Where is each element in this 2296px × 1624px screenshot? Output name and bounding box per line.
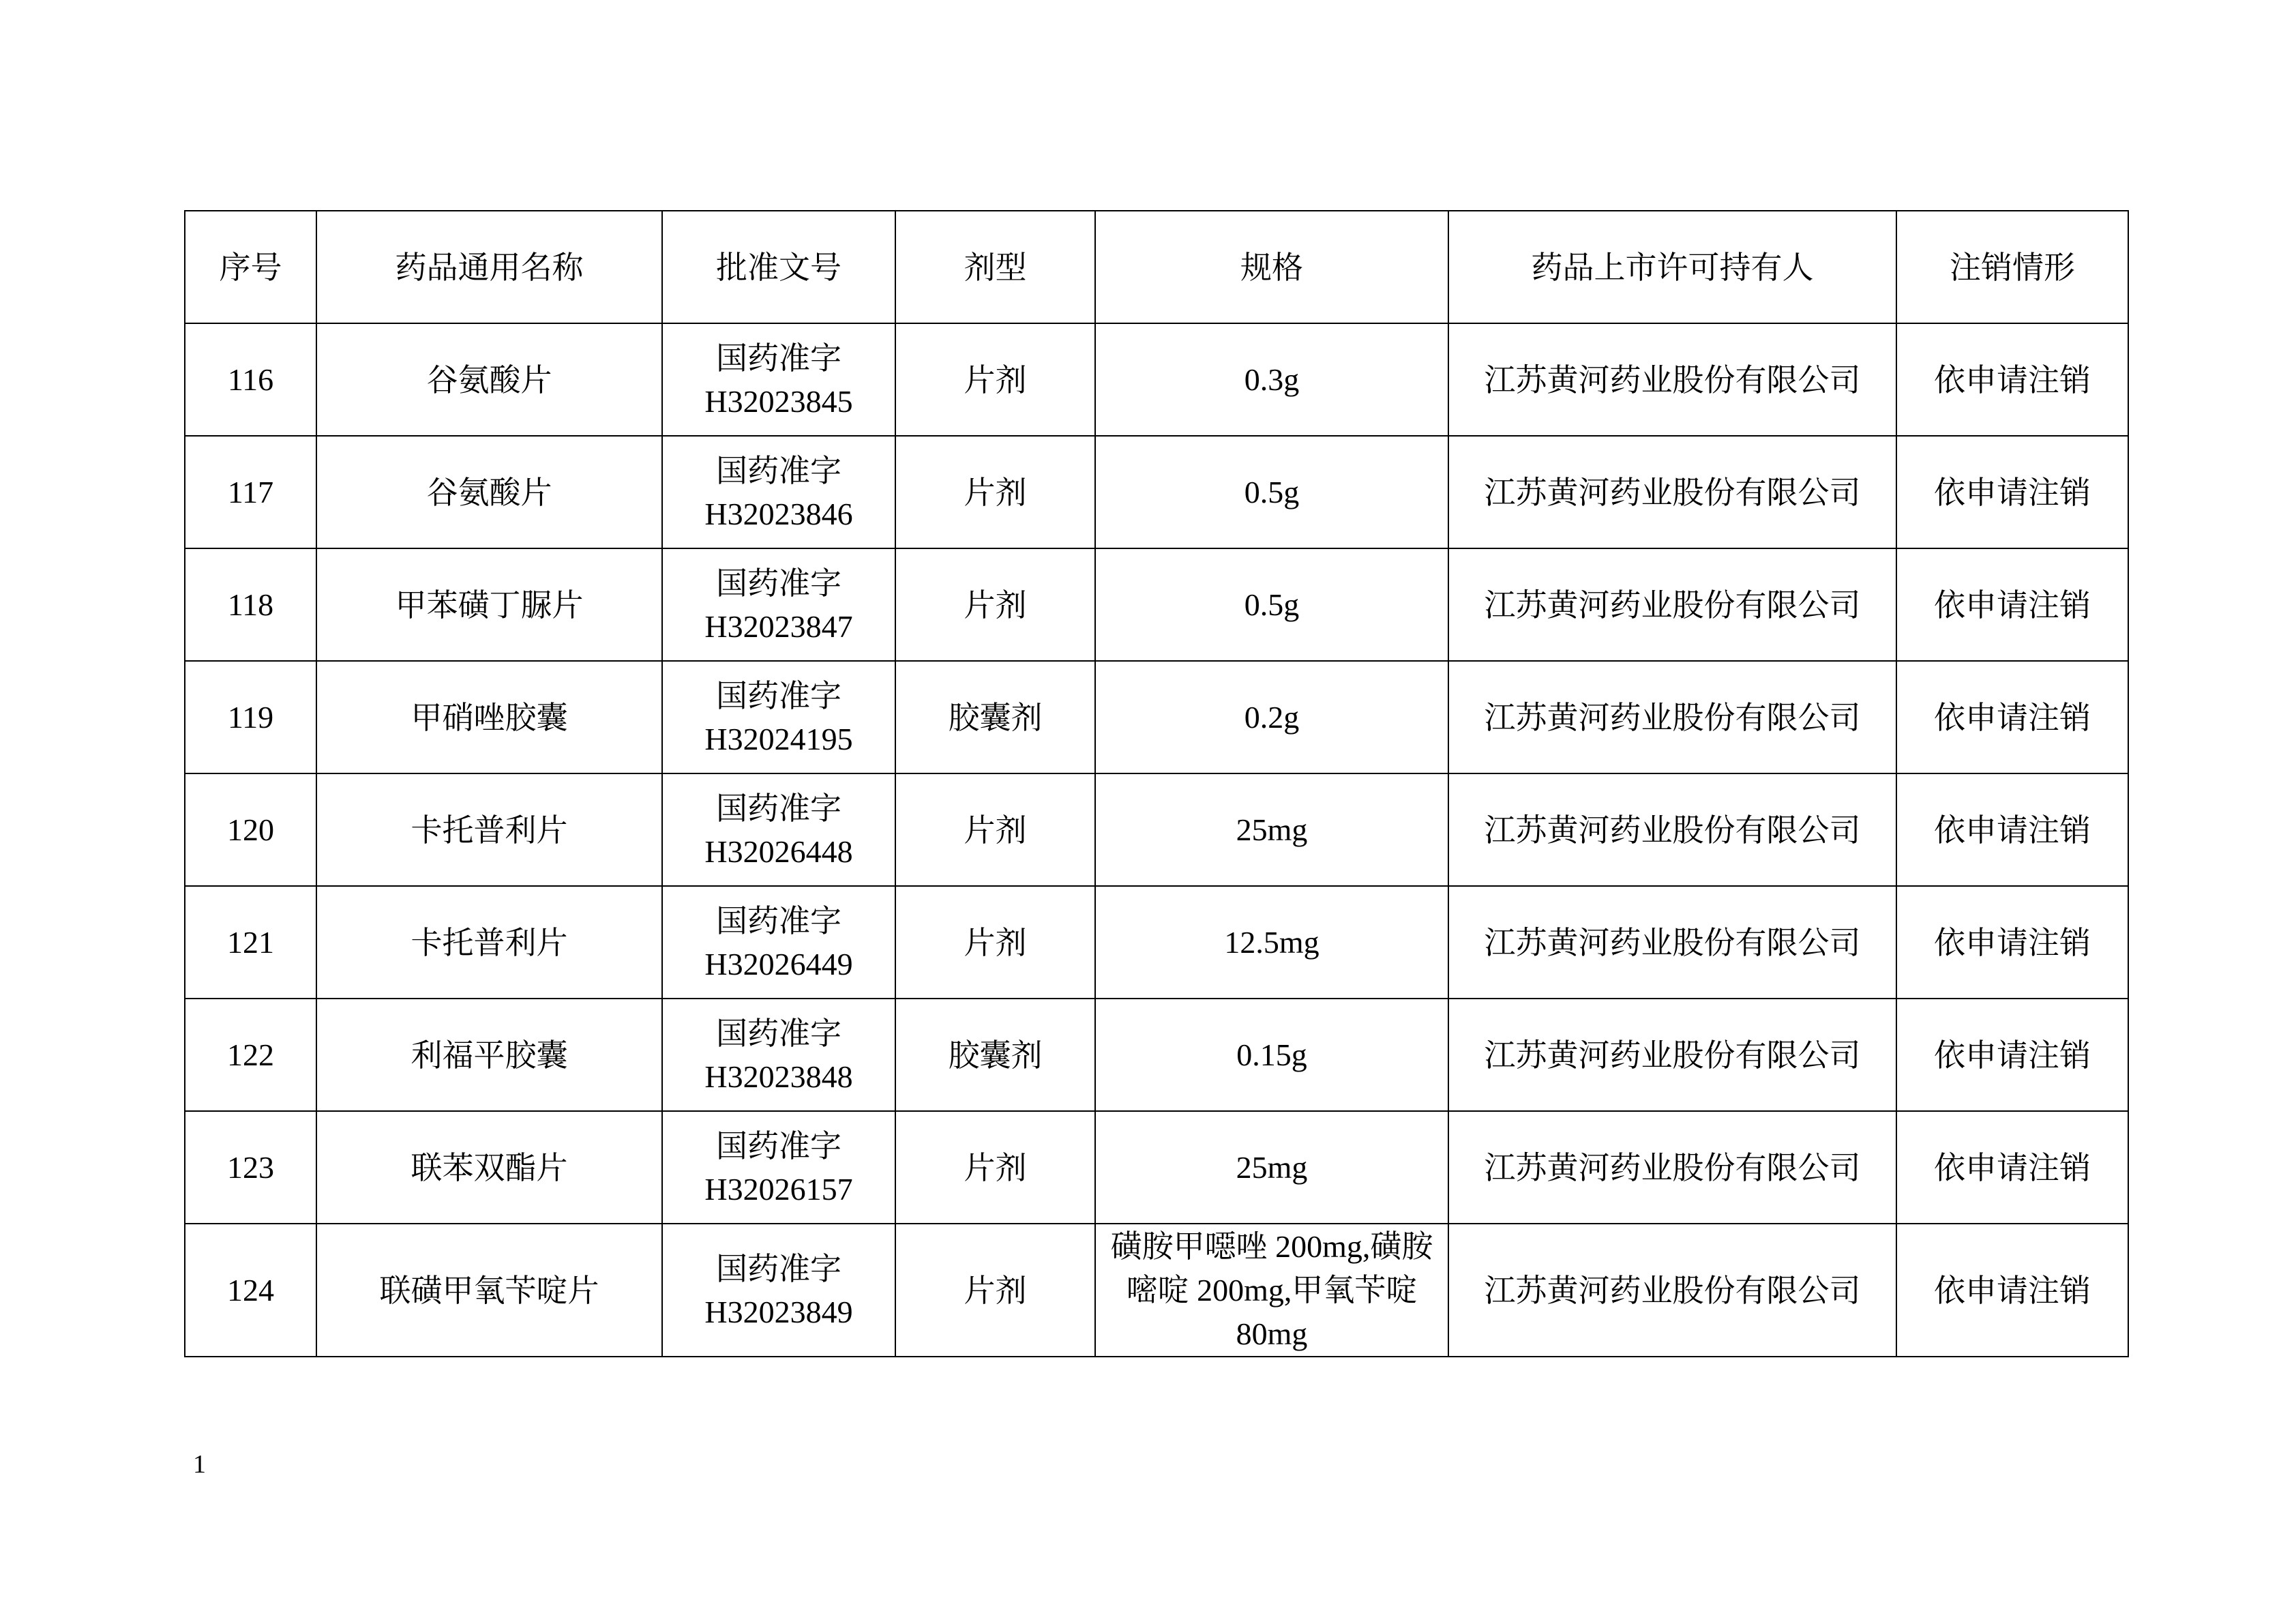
cell-serial-number: 120 [185,773,316,886]
specification-line: 0.3g [1244,361,1300,397]
cell-license-holder: 江苏黄河药业股份有限公司 [1448,1224,1896,1357]
cell-license-holder: 江苏黄河药业股份有限公司 [1448,1111,1896,1224]
specification-line: 12.5mg [1224,924,1320,960]
specification-line: 0.5g [1244,587,1300,622]
cell-cancellation-reason: 依申请注销 [1896,661,2128,773]
table-row [185,886,2128,999]
cell-specification [1095,1224,1448,1357]
cell-serial-number: 117 [185,436,316,548]
table-row [185,1224,2128,1357]
cell-dosage-form: 片剂 [895,436,1095,548]
approval-prefix: 国药准字 [716,902,841,939]
approval-prefix: 国药准字 [716,564,841,602]
cell-specification [1095,661,1448,773]
cell-specification [1095,999,1448,1111]
page-number: 1 [193,1450,206,1479]
approval-prefix: 国药准字 [716,789,841,827]
specification-line: 嘧啶 200mg,甲氧苄啶 [1126,1272,1418,1308]
specification-line: 0.2g [1244,699,1300,735]
approval-prefix: 国药准字 [716,1127,841,1164]
cell-dosage-form: 片剂 [895,548,1095,661]
cell-drug-name: 甲硝唑胶囊 [316,661,662,773]
cell-license-holder: 江苏黄河药业股份有限公司 [1448,773,1896,886]
cell-approval-number [662,436,895,548]
drug-cancellation-table [184,210,2129,1357]
cell-serial-number: 124 [185,1224,316,1357]
cell-license-holder: 江苏黄河药业股份有限公司 [1448,886,1896,999]
approval-code: H32026448 [704,833,853,869]
cell-specification [1095,548,1448,661]
header-cancellation-reason: 注销情形 [1896,211,2128,323]
cell-serial-number: 119 [185,661,316,773]
approval-prefix: 国药准字 [716,677,841,714]
cell-specification [1095,773,1448,886]
table-row [185,1111,2128,1224]
header-dosage-form: 剂型 [895,211,1095,323]
cell-cancellation-reason: 依申请注销 [1896,1111,2128,1224]
cell-drug-name: 谷氨酸片 [316,436,662,548]
cell-dosage-form: 片剂 [895,1111,1095,1224]
cell-approval-number [662,886,895,999]
approval-code: H32023845 [704,383,853,419]
header-approval-number: 批准文号 [662,211,895,323]
table-row [185,323,2128,436]
table-row [185,773,2128,886]
cell-license-holder: 江苏黄河药业股份有限公司 [1448,999,1896,1111]
cell-cancellation-reason: 依申请注销 [1896,999,2128,1111]
header-serial-number: 序号 [185,211,316,323]
cell-approval-number [662,773,895,886]
cell-license-holder: 江苏黄河药业股份有限公司 [1448,548,1896,661]
cell-cancellation-reason: 依申请注销 [1896,1224,2128,1357]
approval-prefix: 国药准字 [716,339,841,377]
table-row [185,548,2128,661]
specification-line: 磺胺甲噁唑 200mg,磺胺 [1110,1228,1433,1264]
cell-serial-number: 122 [185,999,316,1111]
cell-drug-name: 卡托普利片 [316,773,662,886]
cell-dosage-form: 片剂 [895,886,1095,999]
specification-line: 0.5g [1244,474,1300,510]
cell-drug-name: 卡托普利片 [316,886,662,999]
header-drug-name: 药品通用名称 [316,211,662,323]
cell-license-holder: 江苏黄河药业股份有限公司 [1448,661,1896,773]
specification-line: 80mg [1236,1316,1308,1351]
cell-cancellation-reason: 依申请注销 [1896,548,2128,661]
approval-prefix: 国药准字 [716,452,841,489]
cell-drug-name: 联苯双酯片 [316,1111,662,1224]
cell-serial-number: 121 [185,886,316,999]
approval-code: H32023846 [704,496,853,531]
cell-cancellation-reason: 依申请注销 [1896,436,2128,548]
cell-drug-name: 联磺甲氧苄啶片 [316,1224,662,1357]
cell-dosage-form: 胶囊剂 [895,661,1095,773]
cell-approval-number [662,661,895,773]
cell-approval-number [662,999,895,1111]
table-row [185,436,2128,548]
cell-approval-number [662,548,895,661]
approval-code: H32023848 [704,1059,853,1094]
cell-serial-number: 123 [185,1111,316,1224]
cell-specification [1095,436,1448,548]
approval-prefix: 国药准字 [716,1250,841,1287]
approval-code: H32026449 [704,946,853,981]
approval-code: H32023847 [704,608,853,644]
cell-license-holder: 江苏黄河药业股份有限公司 [1448,436,1896,548]
cell-cancellation-reason: 依申请注销 [1896,773,2128,886]
table-header-row [185,211,2128,323]
approval-code: H32024195 [704,721,853,756]
cell-dosage-form: 片剂 [895,773,1095,886]
cell-specification [1095,886,1448,999]
cell-drug-name: 利福平胶囊 [316,999,662,1111]
cell-cancellation-reason: 依申请注销 [1896,323,2128,436]
cell-dosage-form: 片剂 [895,1224,1095,1357]
cell-drug-name: 甲苯磺丁脲片 [316,548,662,661]
approval-code: H32026157 [704,1171,853,1207]
cell-license-holder: 江苏黄河药业股份有限公司 [1448,323,1896,436]
cell-specification [1095,1111,1448,1224]
specification-line: 25mg [1236,812,1308,847]
cell-serial-number: 118 [185,548,316,661]
cell-dosage-form: 胶囊剂 [895,999,1095,1111]
cell-dosage-form: 片剂 [895,323,1095,436]
cell-approval-number [662,1111,895,1224]
cell-approval-number [662,323,895,436]
approval-code: H32023849 [704,1294,853,1329]
cell-cancellation-reason: 依申请注销 [1896,886,2128,999]
header-specification: 规格 [1095,211,1448,323]
header-license-holder: 药品上市许可持有人 [1448,211,1896,323]
specification-line: 0.15g [1236,1037,1307,1072]
approval-prefix: 国药准字 [716,1014,841,1052]
cell-serial-number: 116 [185,323,316,436]
specification-line: 25mg [1236,1149,1308,1185]
cell-drug-name: 谷氨酸片 [316,323,662,436]
cell-specification [1095,323,1448,436]
cell-approval-number [662,1224,895,1357]
table-row [185,661,2128,773]
table-row [185,999,2128,1111]
